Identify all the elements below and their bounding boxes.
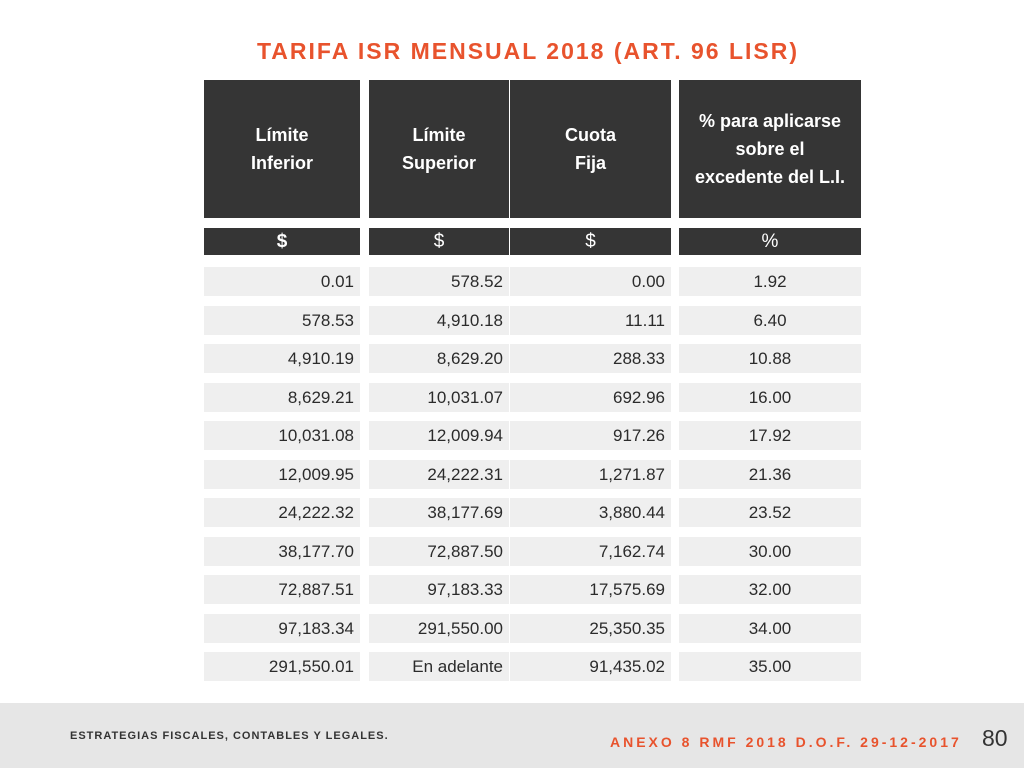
table-cell: 3,880.44 bbox=[510, 498, 671, 527]
table-cell: 12,009.94 bbox=[369, 421, 509, 450]
table-cell: 4,910.19 bbox=[204, 344, 360, 373]
page-title: TARIFA ISR MENSUAL 2018 (ART. 96 LISR) bbox=[256, 38, 800, 64]
page-number: 80 bbox=[982, 725, 1008, 751]
unit-header: $ bbox=[204, 228, 360, 255]
table-cell: 11.11 bbox=[510, 306, 671, 335]
table-cell: 38,177.70 bbox=[204, 537, 360, 566]
column-header bbox=[510, 80, 671, 218]
table-cell: 12,009.95 bbox=[204, 460, 360, 489]
column-header-line: Cuota bbox=[565, 125, 616, 145]
table-cell: 291,550.00 bbox=[369, 614, 509, 643]
table-cell: 7,162.74 bbox=[510, 537, 671, 566]
unit-header: $ bbox=[369, 228, 509, 255]
table-cell: 0.01 bbox=[204, 267, 360, 296]
column-header bbox=[204, 80, 360, 218]
table-cell: 38,177.69 bbox=[369, 498, 509, 527]
column-header-line: Superior bbox=[401, 153, 476, 173]
table-cell: 91,435.02 bbox=[510, 652, 671, 681]
table-cell: 6.40 bbox=[679, 306, 861, 335]
table-cell: 692.96 bbox=[510, 383, 671, 412]
table-cell: 8,629.20 bbox=[369, 344, 509, 373]
table-cell: 17,575.69 bbox=[510, 575, 671, 604]
column-header bbox=[679, 80, 861, 218]
table-cell: 23.52 bbox=[679, 498, 861, 527]
column-header-line: sobre el bbox=[735, 139, 805, 159]
table-cell: 578.53 bbox=[204, 306, 360, 335]
unit-header: % bbox=[679, 228, 861, 255]
table-cell: 578.52 bbox=[369, 267, 509, 296]
table-cell: 291,550.01 bbox=[204, 652, 360, 681]
footer-bar bbox=[0, 703, 1024, 768]
column-header-line: % para aplicarse bbox=[698, 111, 842, 131]
table-cell: 917.26 bbox=[510, 421, 671, 450]
column-header-line: Límite bbox=[255, 125, 309, 145]
table-cell: 1,271.87 bbox=[510, 460, 671, 489]
table-cell: 17.92 bbox=[679, 421, 861, 450]
table-cell: 8,629.21 bbox=[204, 383, 360, 412]
table-cell: 72,887.51 bbox=[204, 575, 360, 604]
table-cell: 72,887.50 bbox=[369, 537, 509, 566]
unit-header: $ bbox=[510, 228, 671, 255]
table-cell: 0.00 bbox=[510, 267, 671, 296]
table-cell: 16.00 bbox=[679, 383, 861, 412]
column-header bbox=[369, 80, 509, 218]
column-header-line: Fija bbox=[574, 153, 606, 173]
table-cell: 10,031.07 bbox=[369, 383, 509, 412]
table-cell: 35.00 bbox=[679, 652, 861, 681]
table-cell: 97,183.33 bbox=[369, 575, 509, 604]
table-cell: 4,910.18 bbox=[369, 306, 509, 335]
table-cell: 10,031.08 bbox=[204, 421, 360, 450]
table-cell: En adelante bbox=[369, 652, 509, 681]
table-cell: 34.00 bbox=[679, 614, 861, 643]
table-cell: 25,350.35 bbox=[510, 614, 671, 643]
table-cell: 24,222.32 bbox=[204, 498, 360, 527]
table-cell: 24,222.31 bbox=[369, 460, 509, 489]
firm-name: ESTRATEGIAS FISCALES, CONTABLES Y LEGALES. bbox=[70, 730, 389, 742]
table-cell: 288.33 bbox=[510, 344, 671, 373]
column-header-line: excedente del L.I. bbox=[694, 167, 846, 187]
source-reference: ANEXO 8 RMF 2018 D.O.F. 29-12-2017 bbox=[610, 734, 962, 750]
column-header-line: Límite bbox=[412, 125, 466, 145]
table-cell: 10.88 bbox=[679, 344, 861, 373]
table-cell: 30.00 bbox=[679, 537, 861, 566]
table-cell: 1.92 bbox=[679, 267, 861, 296]
column-header-line: Inferior bbox=[250, 153, 313, 173]
table-cell: 97,183.34 bbox=[204, 614, 360, 643]
table-cell: 32.00 bbox=[679, 575, 861, 604]
table-cell: 21.36 bbox=[679, 460, 861, 489]
